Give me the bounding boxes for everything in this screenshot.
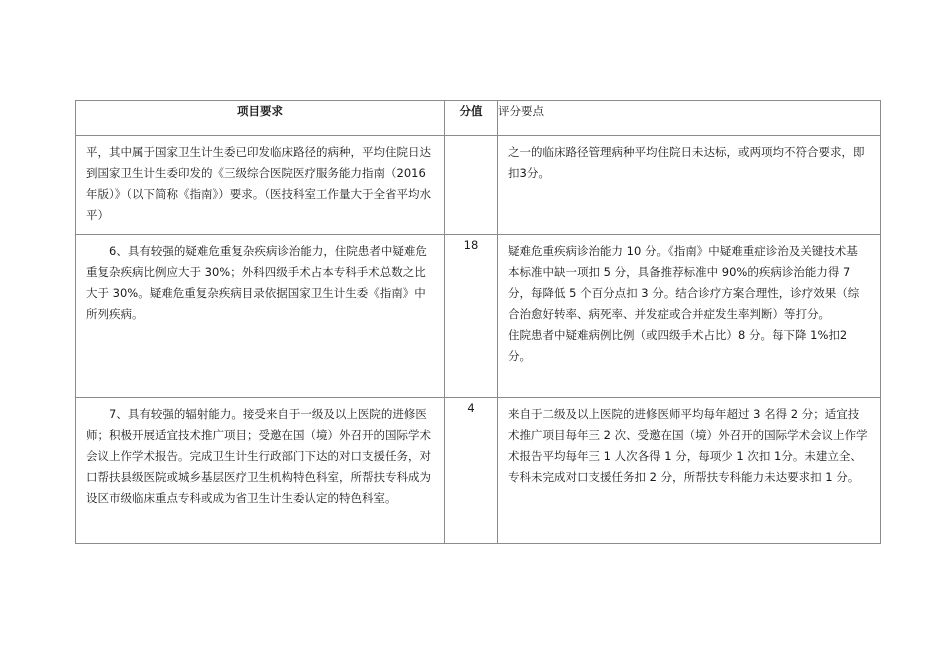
criteria-text: 来自于二级及以上医院的进修医师平均每年超过 3 名得 2 分；适宜技术推广项目每年三 2 次、受邀在国（境）外召开的国际学术会议上作学术报告平均每年三 1 人次各得 1 分，每项少 1 次扣 1分。未建立全、专科未完成对口支援任务扣 2 分，所帮扶专科能力未达要求扣 1 分。 (508, 407, 868, 484)
table-row (76, 235, 881, 398)
requirement-text: 7、具有较强的辐射能力。接受来自于一级及以上医院的进修医师；积极开展适宜技术推广项目；受邀在国（境）外召开的国际学术会议上作学术报告。完成卫生计生行政部门下达的对口支援任务，对口帮扶县级医院或城乡基层医疗卫生机构特色科室，所帮扶专科成为设区市级临床重点专科或成为省卫生计生委认定的特色科室。 (86, 407, 431, 505)
score-cell: 4 (445, 398, 498, 544)
table-row (76, 136, 881, 235)
requirement-cell (76, 398, 445, 544)
table-row (76, 398, 881, 544)
criteria-text: 之一的临床路径管理病种平均住院日未达标，或两项均不符合要求，即扣3分。 (508, 145, 865, 180)
header-score: 分值 (445, 101, 498, 136)
criteria-text: 疑难危重疾病诊治能力 10 分。《指南》中疑难重症诊治及关键技术基本标准中缺一项扣 5 分，具备推荐标准中 90%的疾病诊治能力得 7 分，每降低 5 个百分点扣 3 分。结合诊疗方案合理性，诊疗效果（综合治愈好转率、病死率、并发症或合并症发生率判断）等打分。 住院患者中疑难病例比例（或四级手术占比）8 分。每下降 1%扣2 分。 (508, 244, 860, 363)
requirement-text: 6、具有较强的疑难危重复杂疾病诊治能力，住院患者中疑难危重复杂疾病比例应大于 30%；外科四级手术占本专科手术总数之比大于 30%。疑难危重复杂疾病目录依据国家卫生计生委《指南》中所列疾病。 (86, 244, 427, 321)
requirement-cell (76, 136, 445, 235)
score-cell: 18 (445, 235, 498, 398)
header-requirement: 项目要求 (76, 101, 445, 136)
scoring-table (75, 100, 881, 544)
criteria-cell (498, 398, 881, 544)
header-criteria: 评分要点 (498, 101, 881, 136)
criteria-cell (498, 235, 881, 398)
requirement-text: 平，其中属于国家卫生计生委已印发临床路径的病种，平均住院日达到国家卫生计生委印发的《三级综合医院医疗服务能力指南（2016年版）》（以下简称《指南》）要求。（医技科室工作量大于全省平均水平） (86, 145, 431, 222)
score-cell (445, 136, 498, 235)
table-header-row (76, 101, 881, 136)
criteria-cell (498, 136, 881, 235)
requirement-cell (76, 235, 445, 398)
